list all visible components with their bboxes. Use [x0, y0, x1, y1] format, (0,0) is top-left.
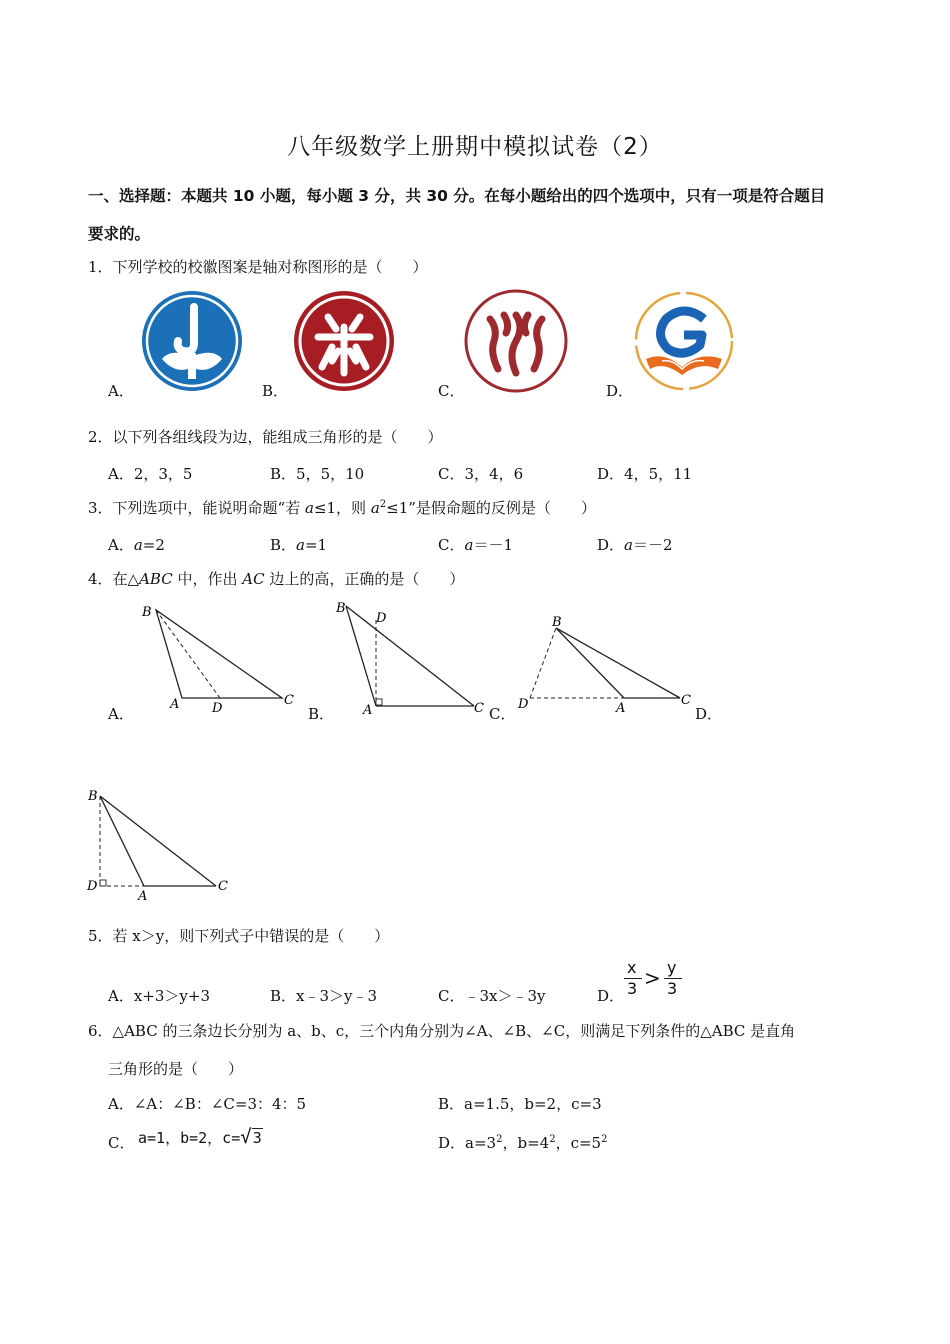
q6-option-b: B．a=1.5，b=2，c=3	[438, 1095, 602, 1113]
fig-c-label-d: D	[518, 697, 529, 712]
q4-option-c-label: C．	[489, 705, 516, 723]
q4-option-d-label: D．	[695, 705, 723, 723]
fig-b-label-b: B	[336, 601, 346, 616]
school-emblem-d-icon	[632, 289, 736, 393]
q6-option-d: D．$a=3^2$，$b=4^2$，$c=5^2$	[438, 1134, 608, 1152]
question-6-stem-line1: 6．△ABC 的三条边长分别为 a、b、c，三个内角分别为∠A、∠B、∠C，则满足下列条件的△ABC 是直角	[88, 1022, 796, 1040]
question-2-stem: 2．以下列各组线段为边，能组成三角形的是（ ）	[88, 428, 443, 446]
q5-option-c: C．﹣3x＞﹣3y	[438, 987, 546, 1005]
page-title: 八年级数学上册期中模拟试卷（2）	[287, 134, 663, 160]
fig-a-label-c: C	[284, 693, 294, 708]
q6-option-c-label: C．	[108, 1134, 135, 1152]
school-emblem-b-icon	[292, 289, 396, 393]
question-3-stem: 3．下列选项中，能说明命题“若 a≤1，则 $a^2\le 1$”是假命题的反例是（ ）	[88, 499, 596, 517]
q2-option-a: A．2，3，5	[108, 465, 193, 483]
question-6-stem-line2: 三角形的是（ ）	[108, 1060, 244, 1078]
fig-b-label-c: C	[474, 701, 484, 716]
q2-option-c: C．3，4，6	[438, 465, 524, 483]
q2-option-d: D．4，5，11	[597, 465, 693, 483]
q4-option-a-label: A．	[108, 705, 134, 723]
q5-option-d-fraction: x 3 > y 3	[624, 958, 686, 1000]
q3-option-d: D．a＝－2	[597, 536, 673, 554]
q6-option-c-expression: a=1，b=2，c=√3	[138, 1126, 262, 1148]
q1-option-c-label: C．	[438, 382, 465, 400]
school-emblem-a-icon	[140, 289, 244, 393]
q4-figure-a	[140, 600, 300, 720]
question-1-stem: 1．下列学校的校徽图案是轴对称图形的是（ ）	[88, 258, 428, 276]
q1-option-b-label: B．	[262, 382, 289, 400]
fig-a-label-a: A	[170, 697, 180, 712]
section-instruction-line2: 要求的。	[88, 225, 151, 243]
q5-option-a: A．x+3＞y+3	[108, 987, 210, 1005]
q4-figure-b	[334, 598, 494, 722]
q1-option-d-label: D．	[606, 382, 634, 400]
q5-option-d: D．	[597, 987, 625, 1005]
section-instruction-line1: 一、选择题：本题共 10 小题，每小题 3 分，共 30 分。在每小题给出的四个选项中，只有一项是符合题目	[88, 187, 826, 205]
question-4-stem: 4．在△ABC 中，作出 AC 边上的高，正确的是（ ）	[88, 570, 465, 588]
q2-option-b: B．5，5，10	[270, 465, 365, 483]
q3-option-a: A．a=2	[108, 536, 165, 554]
fig-a-label-d: D	[212, 701, 223, 716]
fig-d-label-b: B	[88, 789, 98, 804]
fig-a-label-b: B	[142, 605, 152, 620]
question-5-stem: 5．若 x＞y，则下列式子中错误的是（ ）	[88, 927, 390, 945]
q3-option-c: C．a＝－1	[438, 536, 513, 554]
fig-b-label-d: D	[376, 611, 387, 626]
q3-option-b: B．a=1	[270, 536, 328, 554]
q6-option-a: A．∠A：∠B：∠C=3：4：5	[108, 1095, 307, 1113]
q5-option-b: B．x﹣3＞y﹣3	[270, 987, 378, 1005]
fig-c-label-a: A	[616, 701, 626, 716]
fig-d-label-a: A	[138, 889, 148, 904]
fig-d-label-c: C	[218, 879, 228, 894]
fig-b-label-a: A	[363, 703, 373, 718]
fig-c-label-c: C	[681, 693, 691, 708]
q1-option-a-label: A．	[108, 382, 134, 400]
q4-option-b-label: B．	[308, 705, 335, 723]
q4-figure-c	[514, 612, 698, 722]
q4-figure-d	[86, 786, 236, 906]
school-emblem-c-icon	[464, 289, 568, 393]
fig-d-label-d: D	[87, 879, 98, 894]
fig-c-label-b: B	[552, 615, 562, 630]
